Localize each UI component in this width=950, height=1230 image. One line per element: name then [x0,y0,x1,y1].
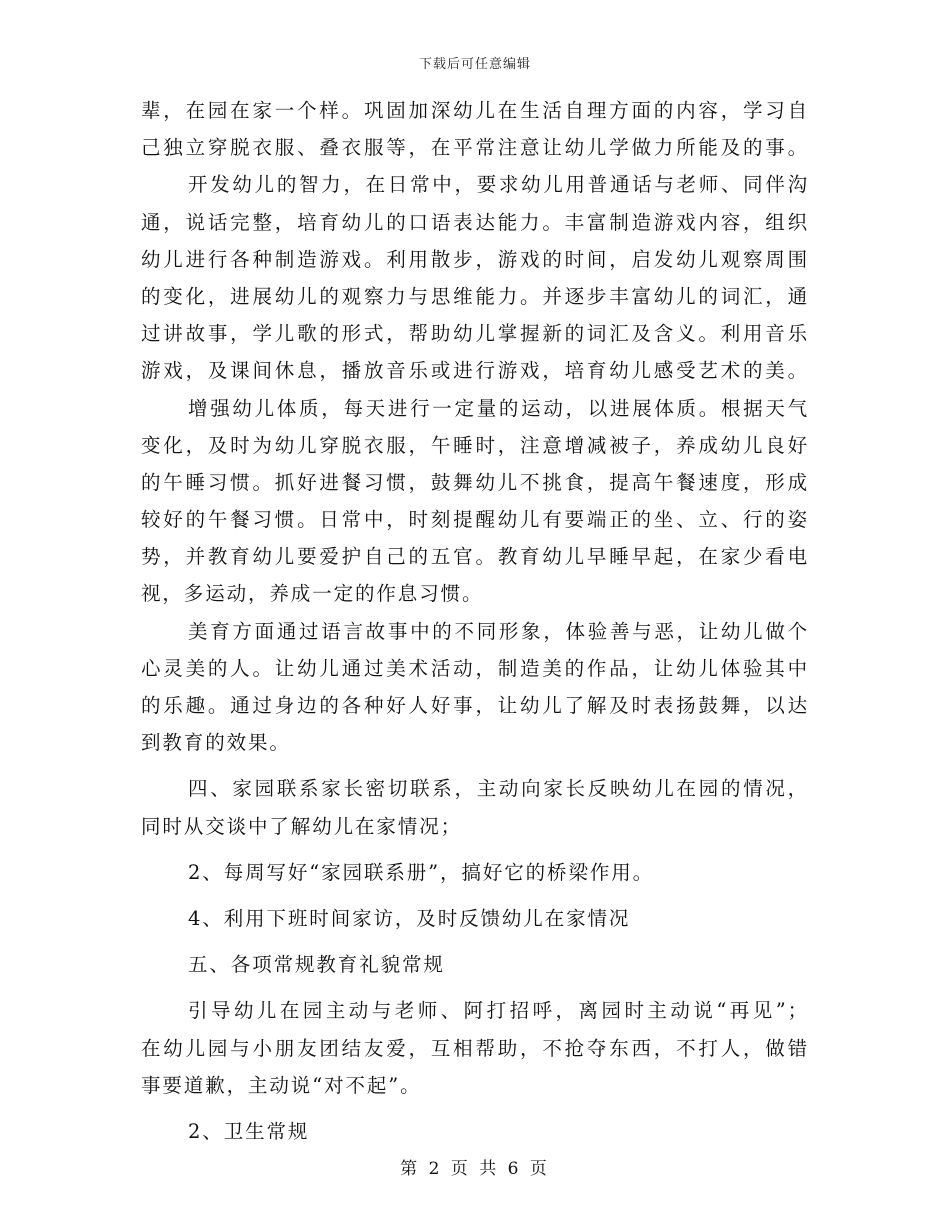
text-line: 势，并教育幼儿要爱护自己的五官。教育幼儿早睡早起，在家少看电 [141,545,809,569]
text-line: 同时从交谈中了解幼儿在家情况； [141,814,463,838]
text-line: 己独立穿脱衣服、叠衣服等，在平常注意让幼儿学做力所能及的事。 [141,136,809,160]
text-line: 幼儿进行各种制造游戏。利用散步，游戏的时间，启发幼儿观察周围 [141,247,809,271]
text-line: 的变化，进展幼儿的观察力与思维能力。并逐步丰富幼儿的词汇，通 [141,284,809,308]
section-heading [141,1113,809,1150]
text-line: 四、家园联系家长密切联系，主动向家长反映幼儿在园的情况， [188,777,809,801]
paragraph [141,390,809,613]
text-line: 的午睡习惯。抓好进餐习惯，鼓舞幼儿不挑食，提高午餐速度，形成 [141,470,809,494]
text-line: 引导幼儿在园主动与老师、阿打招呼，离园时主动说“再见”； [188,999,809,1023]
section-heading [141,946,809,983]
page-header: 下载后可任意编辑 [418,57,531,72]
text-line: 较好的午餐习惯。日常中，时刻提醒幼儿有要端正的坐、立、行的姿 [141,508,809,532]
text-line: 2、每周写好“家园联系册”，搞好它的桥梁作用。 [188,860,655,884]
text-line: 变化，及时为幼儿穿脱衣服，午睡时，注意增减被子，养成幼儿良好 [141,433,809,457]
text-line: 在幼儿园与小朋友团结友爱，互相帮助，不抢夺东西，不打人，做错 [141,1036,809,1060]
text-line: 五、各项常规教育礼貌常规 [188,953,445,977]
text-line: 4、利用下班时间家访，及时反馈幼儿在家情况 [188,906,631,930]
paragraph [141,770,809,844]
text-line: 视，多运动，养成一定的作息习惯。 [141,582,484,606]
text-line: 过讲故事，学儿歌的形式，帮助幼儿掌握新的词汇及含义。利用音乐 [141,322,809,346]
paragraph [141,166,809,389]
document-body [141,92,809,1150]
paragraph [141,992,809,1104]
text-line: 美育方面通过语言故事中的不同形象，体验善与恶，让幼儿做个 [188,619,809,643]
text-line: 事要道歉，主动说“对不起”。 [141,1073,422,1097]
paragraph [141,613,809,762]
text-line: 通，说话完整，培育幼儿的口语表达能力。丰富制造游戏内容，组织 [141,210,809,234]
text-line: 心灵美的人。让幼儿通过美术活动，制造美的作品，让幼儿体验其中 [141,656,809,680]
text-line: 的乐趣。通过身边的各种好人好事，让幼儿了解及时表扬鼓舞，以达 [141,694,809,717]
text-line: 到教育的效果。 [141,731,291,755]
text-line: 增强幼儿体质，每天进行一定量的运动，以进展体质。根据天气 [188,396,809,420]
paragraph [141,92,809,166]
text-line: 2、卫生常规 [188,1119,310,1143]
text-line: 辈，在园在家一个样。巩固加深幼儿在生活自理方面的内容，学习自 [141,99,809,122]
text-line: 开发幼儿的智力，在日常中，要求幼儿用普通话与老师、同伴沟 [188,173,809,197]
paragraph [141,900,809,937]
page-number: 第 2 页 共 6 页 [400,1159,550,1179]
paragraph [141,854,809,891]
text-line: 游戏，及课间休息，播放音乐或进行游戏，培育幼儿感受艺术的美。 [141,359,809,383]
